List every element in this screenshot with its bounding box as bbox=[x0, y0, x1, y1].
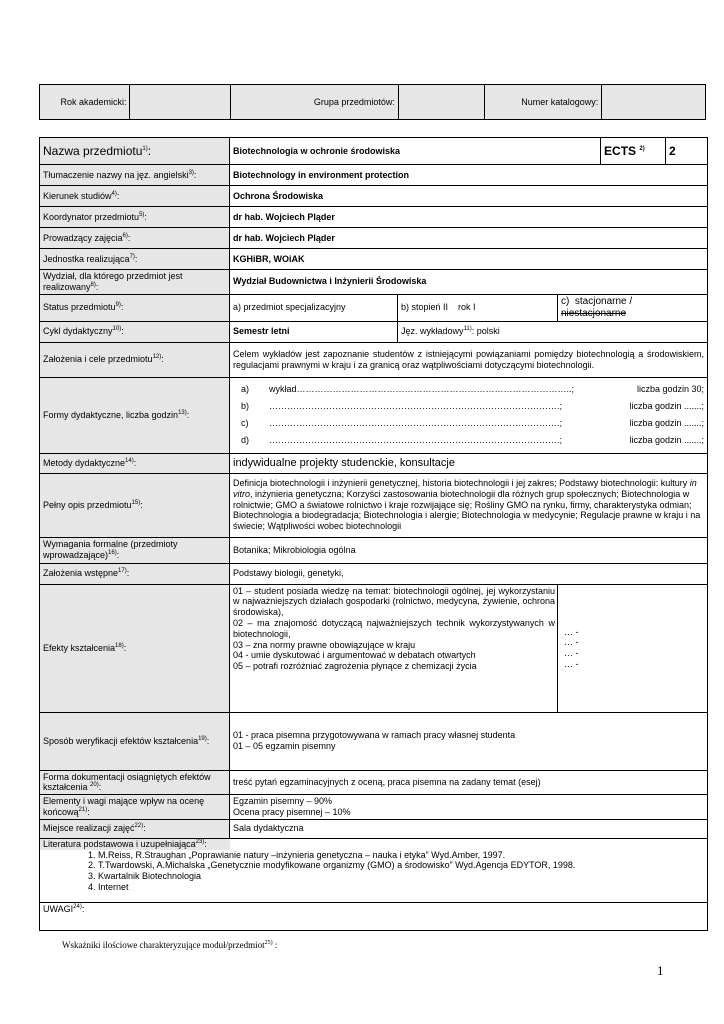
wymagania-value: Botanika; Mikrobiologia ogólna bbox=[230, 537, 708, 563]
row-kierunek bbox=[40, 186, 708, 207]
formy-value bbox=[230, 377, 708, 453]
jednostka-label: Jednostka realizująca$^{7)}$: bbox=[40, 249, 230, 270]
row-miejsce bbox=[40, 819, 708, 838]
row-formy bbox=[40, 377, 708, 453]
efekty-dashes bbox=[558, 584, 708, 712]
row-forma-dokumentacji bbox=[40, 770, 708, 795]
row-literatura bbox=[40, 838, 708, 902]
efekty-dash: … - bbox=[564, 658, 579, 669]
opis-value: Definicja biotechnologii i inżynierii genetycznej, historia biotechnologii i jej zakres; Podstawy biotechnologii: kultury in vitro, inżynieria genetyczna; Korzyści zastosowania biotechnologii dla różnych grup społecznych; Biotechnologia w rolnictwie; GMO a światowe rolnictwo i kraje rozwijające się; Rośliny GMO na rynku, firmy, charakterystyka odmian; Biotechnologia a biodegradacja; Biotechnologia i alergie; Biotechnologia w medycynie; Regulacje prawne w kraju i na świecie; Wątpliwości wobec biotechnologii bbox=[230, 473, 708, 537]
ects-label: ECTS $^{2)}$ bbox=[601, 138, 666, 165]
literatura-list bbox=[43, 850, 704, 893]
efekty-label: Efekty kształcenia$^{18)}$: bbox=[40, 584, 230, 712]
efekty-dash: … - bbox=[564, 648, 579, 659]
zalozenia-label: Założenia i cele przedmiotu$^{12)}$: bbox=[40, 342, 230, 377]
efekty-dash: … - bbox=[564, 637, 579, 648]
row-nazwa bbox=[40, 138, 708, 165]
status-c-niestacjonarne: niestacjonarne bbox=[561, 307, 627, 319]
row-metody bbox=[40, 453, 708, 473]
row-prowadzacy bbox=[40, 228, 708, 249]
wydzial-label: Wydział, dla którego przedmiot jest realizowany$^{8)}$: bbox=[40, 270, 230, 295]
row-cykl bbox=[40, 321, 708, 342]
status-a: a) przedmiot specjalizacyjny bbox=[230, 294, 398, 321]
sposob-value bbox=[230, 712, 708, 770]
row-efekty bbox=[40, 584, 708, 712]
row-tlumaczenie bbox=[40, 165, 708, 186]
zalozenia-wstepne-value: Podstawy biologii, genetyki, bbox=[230, 563, 708, 584]
literatura-label: Literatura podstawowa i uzupełniająca$^{23)}$: bbox=[40, 839, 230, 850]
row-wymagania bbox=[40, 537, 708, 563]
row-zalozenia-wstepne bbox=[40, 563, 708, 584]
grupa-przedmiotow-label: Grupa przedmiotów: bbox=[231, 85, 399, 120]
zalozenia-value: Celem wykładów jest zapoznanie studentów z istniejącymi powiązaniami pomiędzy biotechnologią a środowiskiem, regulacjami prawnymi w kraju i za granicą oraz wątpliwościami dotyczącymi biotechnologii. bbox=[230, 342, 708, 377]
literatura-item: 2. T.Twardowski, A.Michalska „Genetycznie modyfikowane organizmy (GMO) a środowisko” Wyd.Agencja EDYTOR, 1998. bbox=[98, 860, 704, 871]
formy-item: c) …………………………………………………………………………………….; liczba godzin .......; bbox=[241, 418, 705, 429]
row-opis bbox=[40, 473, 708, 537]
grupa-przedmiotow-value bbox=[398, 85, 484, 120]
literatura-cell bbox=[40, 838, 708, 902]
uwagi-label: UWAGI$^{24)}$: bbox=[43, 903, 85, 914]
opis-label: Pełny opis przedmiotu$^{15)}$: bbox=[40, 473, 230, 537]
uwagi-cell bbox=[40, 902, 708, 930]
forma-dokumentacji-value: treść pytań egzaminacyjnych z oceną, praca pisemna na zadany temat (esej) bbox=[230, 770, 708, 795]
row-status bbox=[40, 294, 708, 321]
efekty-dash: … - bbox=[564, 626, 579, 637]
numer-katalogowy-value bbox=[602, 85, 706, 120]
formy-item: d) …………………………………………………………………………………….; liczba godzin .......; bbox=[241, 435, 705, 446]
kierunek-label: Kierunek studiów$^{4)}$: bbox=[40, 186, 230, 207]
row-uwagi bbox=[40, 902, 708, 930]
page-number: 1 bbox=[657, 963, 664, 978]
prowadzacy-value: dr hab. Wojciech Pląder bbox=[230, 228, 708, 249]
forma-dokumentacji-label: Forma dokumentacji osiągniętych efektów kształcenia $^{20)}$: bbox=[40, 770, 230, 795]
course-table bbox=[39, 137, 708, 931]
elementy-value bbox=[230, 795, 708, 820]
jezyk-wykladowy: Jęz. wykładowy$^{11)}$: polski bbox=[398, 321, 708, 342]
miejsce-value: Sala dydaktyczna bbox=[230, 819, 708, 838]
formy-item: a) wykład………………………………………………………………………………..; liczba godzin 30; bbox=[241, 384, 705, 395]
header-table bbox=[39, 84, 706, 120]
rok-akademicki-label: Rok akademicki: bbox=[40, 85, 130, 120]
status-c-stacjonarne: c) stacjonarne / bbox=[561, 295, 633, 307]
row-elementy bbox=[40, 795, 708, 820]
metody-value: indywidualne projekty studenckie, konsultacje bbox=[230, 453, 708, 473]
literatura-item: 1. M.Reiss, R.Straughan „Poprawianie natury –inżynieria genetyczna – nauka i etyka” Wyd.Amber, 1997. bbox=[98, 850, 704, 861]
kierunek-value: Ochrona Środowiska bbox=[230, 186, 708, 207]
ects-value: 2 bbox=[666, 138, 708, 165]
prowadzacy-label: Prowadzący zajęcia$^{6)}$: bbox=[40, 228, 230, 249]
nazwa-value: Biotechnologia w ochronie środowiska bbox=[230, 138, 601, 165]
literatura-item: 3. Kwartalnik Biotechnologia bbox=[98, 871, 704, 882]
formy-label: Formy dydaktyczne, liczba godzin$^{13)}$: bbox=[40, 377, 230, 453]
row-zalozenia bbox=[40, 342, 708, 377]
status-label: Status przedmiotu$^{9)}$: bbox=[40, 294, 230, 321]
cykl-value: Semestr letni bbox=[230, 321, 398, 342]
wymagania-label: Wymagania formalne (przedmioty wprowadzające)$^{16)}$: bbox=[40, 537, 230, 563]
row-sposob bbox=[40, 712, 708, 770]
nazwa-label: Nazwa przedmiotu$^{1)}$: bbox=[40, 138, 230, 165]
status-c bbox=[558, 294, 708, 321]
wydzial-value: Wydział Budownictwa i Inżynierii Środowiska bbox=[230, 270, 708, 295]
zalozenia-wstepne-label: Założenia wstępne$^{17)}$: bbox=[40, 563, 230, 584]
sposob-label: Sposób weryfikacji efektów kształcenia$^{19)}$: bbox=[40, 712, 230, 770]
koordynator-label: Koordynator przedmiotu$^{5)}$: bbox=[40, 207, 230, 228]
elementy-line: Ocena pracy pisemnej – 10% bbox=[233, 806, 351, 817]
rok-akademicki-value bbox=[130, 85, 231, 120]
tlumaczenie-label: Tłumaczenie nazwy na jęz. angielski$^{3)}$: bbox=[40, 165, 230, 186]
row-koordynator bbox=[40, 207, 708, 228]
elementy-label: Elementy i wagi mające wpływ na ocenę końcową$^{21)}$: bbox=[40, 795, 230, 820]
tlumaczenie-value: Biotechnology in environment protection bbox=[230, 165, 708, 186]
literatura-item: 4. Internet bbox=[98, 882, 704, 893]
row-jednostka bbox=[40, 249, 708, 270]
numer-katalogowy-label: Numer katalogowy: bbox=[485, 85, 602, 120]
jednostka-value: KGHiBR, WOiAK bbox=[230, 249, 708, 270]
efekty-value: 01 – student posiada wiedzę na temat: biotechnologii ogólnej, jej wykorzystaniu w najważniejszych działach gospodarki (rolnictwo, medycyna, żywienie, ochrona środowiska), 02 – ma znajomość dotyczącą najważniejszych technik wykorzystywanych w biotechnologii, 03 – zna normy prawne obowiązujące w kraju 04 - umie dyskutować i argumentować w debatach otwartych 05 – potrafi rozróżniać zagrożenia płynące z chemizacji życia bbox=[230, 584, 558, 712]
sposob-line: 01 - praca pisemna przygotowywana w ramach pracy własnej studenta bbox=[233, 730, 516, 741]
footer-note: Wskaźniki ilościowe charakteryzujące moduł/przedmiot$^{25)}$ : bbox=[62, 940, 278, 950]
status-b: b) stopień II rok I bbox=[398, 294, 558, 321]
metody-label: Metody dydaktyczne$^{14)}$: bbox=[40, 453, 230, 473]
elementy-line: Egzamin pisemny – 90% bbox=[233, 796, 333, 807]
miejsce-label: Miejsce realizacji zajęć$^{22)}$: bbox=[40, 819, 230, 838]
formy-item: b) …………………………………………………………………………………….; liczba godzin .......; bbox=[241, 401, 705, 412]
cykl-label: Cykl dydaktyczny$^{10)}$: bbox=[40, 321, 230, 342]
row-wydzial bbox=[40, 270, 708, 295]
sposob-line: 01 – 05 egzamin pisemny bbox=[233, 741, 336, 752]
koordynator-value: dr hab. Wojciech Pląder bbox=[230, 207, 708, 228]
